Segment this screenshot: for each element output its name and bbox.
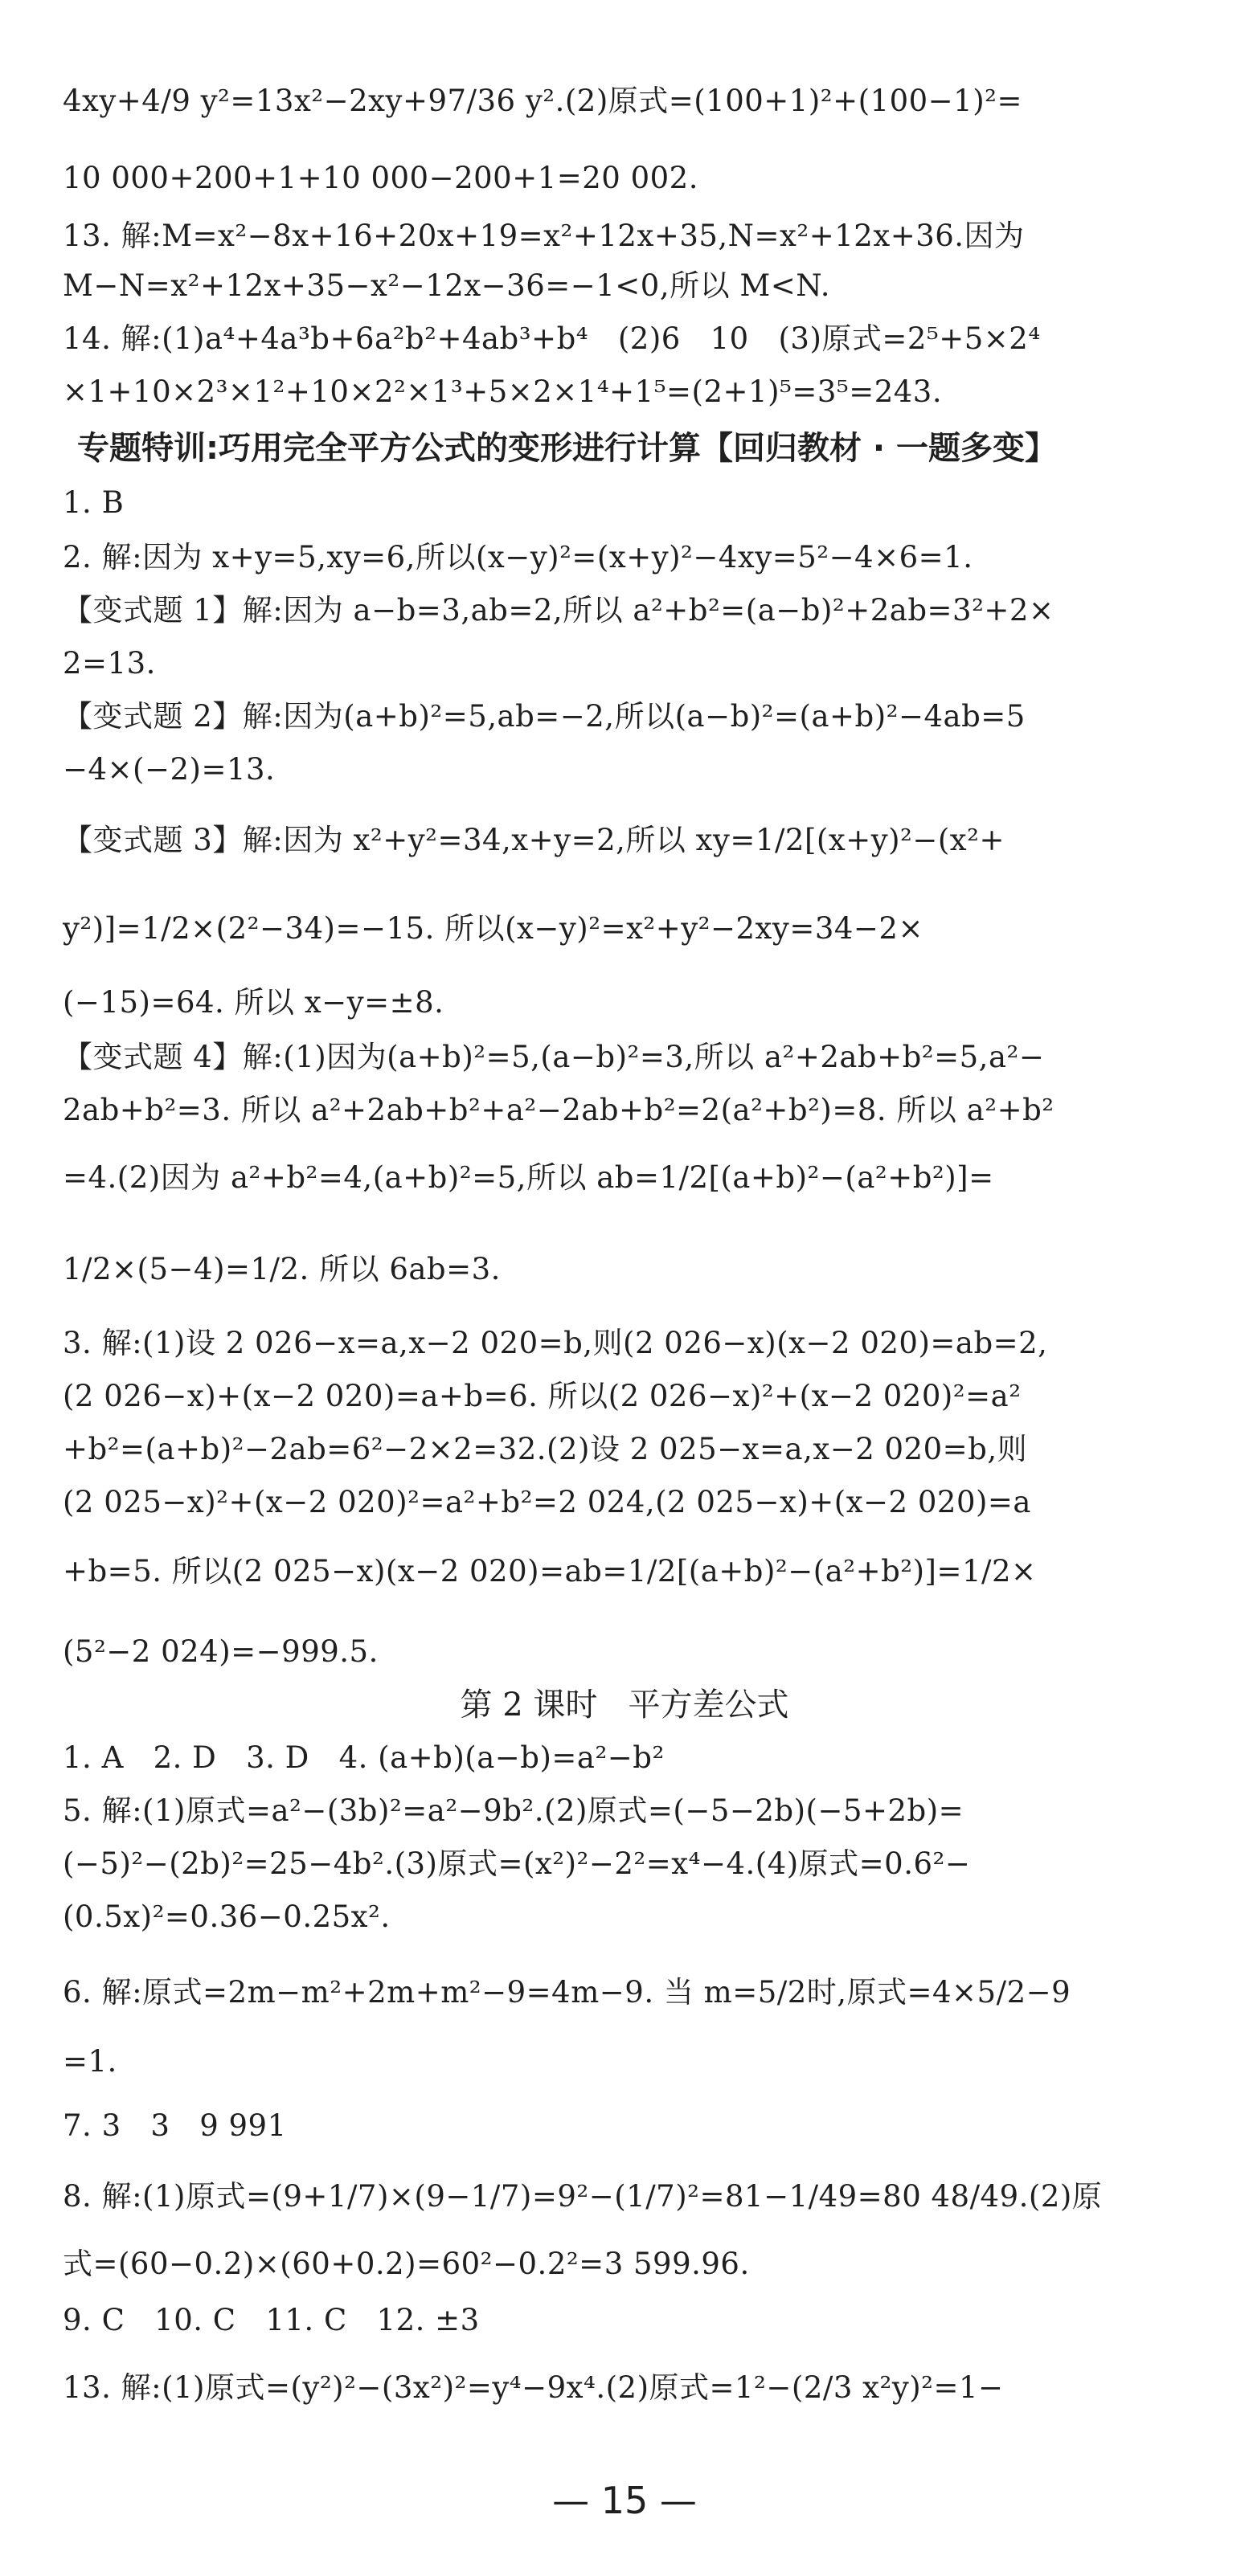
text-line: 2ab+b²=3. 所以 a²+2ab+b²+a²−2ab+b²=2(a²+b²)=8. 所以 a²+b² <box>63 1093 1054 1127</box>
text-line: 【变式题 4】解:(1)因为(a+b)²=5,(a−b)²=3,所以 a²+2ab+b²=5,a²− <box>63 1040 1045 1074</box>
text-line: 1. A 2. D 3. D 4. (a+b)(a−b)=a²−b² <box>63 1740 665 1775</box>
text-line: (−15)=64. 所以 x−y=±8. <box>63 985 444 1020</box>
text-line: 式=(60−0.2)×(60+0.2)=60²−0.2²=3 599.96. <box>63 2247 750 2281</box>
text-line: (2 026−x)+(x−2 020)=a+b=6. 所以(2 026−x)²+(x−2 020)²=a² <box>63 1379 1022 1413</box>
text-line: 3. 解:(1)设 2 026−x=a,x−2 020=b,则(2 026−x)(x−2 020)=ab=2, <box>63 1326 1048 1360</box>
text-line: 1. B <box>63 485 125 520</box>
section-title: 专题特训:巧用完全平方公式的变形进行计算【回归教材 · 一题多变】 <box>77 430 1058 467</box>
text-line: 13. 解:M=x²−8x+16+20x+19=x²+12x+35,N=x²+12x+36.因为 <box>63 219 1025 253</box>
text-line: ×1+10×2³×1²+10×2²×1³+5×2×1⁴+1⁵=(2+1)⁵=3⁵=243. <box>63 374 943 409</box>
text-line: (5²−2 024)=−999.5. <box>63 1634 379 1669</box>
text-line: 13. 解:(1)原式=(y²)²−(3x²)²=y⁴−9x⁴.(2)原式=1²−(2/3 x²y)²=1− <box>63 2370 1004 2405</box>
text-line: +b=5. 所以(2 025−x)(x−2 020)=ab=1/2[(a+b)²−(a²+b²)]=1/2× <box>63 1554 1037 1589</box>
text-line: 【变式题 2】解:因为(a+b)²=5,ab=−2,所以(a−b)²=(a+b)²−4ab=5 <box>63 699 1026 734</box>
text-line: M−N=x²+12x+35−x²−12x−36=−1<0,所以 M<N. <box>63 268 830 303</box>
text-line: (2 025−x)²+(x−2 020)²=a²+b²=2 024,(2 025−x)+(x−2 020)=a <box>63 1485 1031 1519</box>
text-line: −4×(−2)=13. <box>63 752 276 787</box>
text-line: 9. C 10. C 11. C 12. ±3 <box>63 2303 480 2337</box>
text-line: (0.5x)²=0.36−0.25x². <box>63 1899 391 1934</box>
text-line: (−5)²−(2b)²=25−4b².(3)原式=(x²)²−2²=x⁴−4.(4)原式=0.6²− <box>63 1846 971 1881</box>
page-number: — 15 — <box>552 2479 697 2522</box>
text-line: 6. 解:原式=2m−m²+2m+m²−9=4m−9. 当 m=5/2时,原式=4×5/2−9 <box>63 1975 1071 2010</box>
text-line: =1. <box>63 2044 117 2079</box>
text-line: 4xy+4/9 y²=13x²−2xy+97/36 y².(2)原式=(100+1)²+(100−1)²= <box>63 84 1022 118</box>
text-line: +b²=(a+b)²−2ab=6²−2×2=32.(2)设 2 025−x=a,x−2 020=b,则 <box>63 1432 1028 1466</box>
text-line: 10 000+200+1+10 000−200+1=20 002. <box>63 161 698 195</box>
text-line: 8. 解:(1)原式=(9+1/7)×(9−1/7)=9²−(1/7)²=81−1/49=80 48/49.(2)原 <box>63 2179 1103 2214</box>
lesson-title: 第 2 课时 平方差公式 <box>460 1687 789 1723</box>
text-line: 5. 解:(1)原式=a²−(3b)²=a²−9b².(2)原式=(−5−2b)(−5+2b)= <box>63 1793 964 1828</box>
text-line: 7. 3 3 9 991 <box>63 2108 287 2143</box>
text-line: 【变式题 3】解:因为 x²+y²=34,x+y=2,所以 xy=1/2[(x+y)²−(x²+ <box>63 823 1005 857</box>
text-line: 【变式题 1】解:因为 a−b=3,ab=2,所以 a²+b²=(a−b)²+2ab=3²+2× <box>63 593 1054 628</box>
text-line: 2. 解:因为 x+y=5,xy=6,所以(x−y)²=(x+y)²−4xy=5²−4×6=1. <box>63 540 973 574</box>
text-line: y²)]=1/2×(2²−34)=−15. 所以(x−y)²=x²+y²−2xy=34−2× <box>63 911 923 946</box>
text-line: 1/2×(5−4)=1/2. 所以 6ab=3. <box>63 1252 501 1286</box>
text-line: 2=13. <box>63 646 156 681</box>
text-line: =4.(2)因为 a²+b²=4,(a+b)²=5,所以 ab=1/2[(a+b)²−(a²+b²)]= <box>63 1160 994 1195</box>
text-line: 14. 解:(1)a⁴+4a³b+6a²b²+4ab³+b⁴ (2)6 10 (3)原式=2⁵+5×2⁴ <box>63 321 1041 356</box>
